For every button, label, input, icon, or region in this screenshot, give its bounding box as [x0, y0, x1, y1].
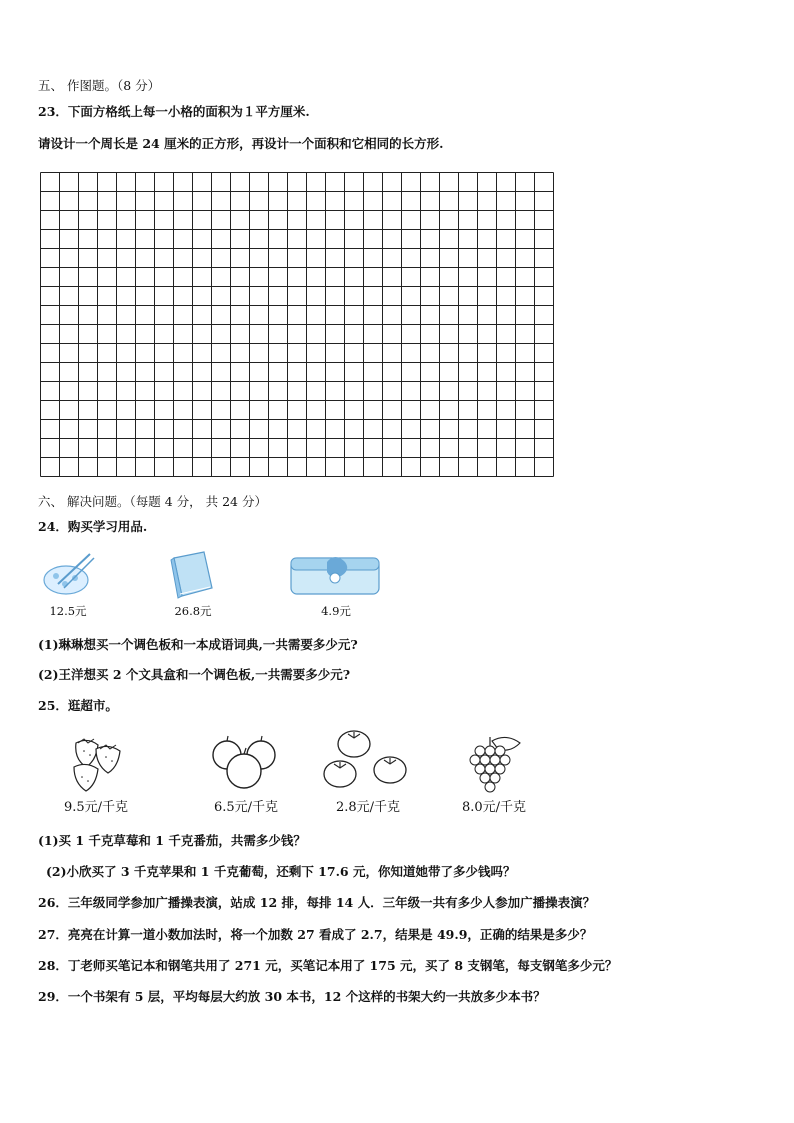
- apple-icon: [207, 733, 285, 793]
- question-25-sub2: (2)小欣买了 3 千克苹果和 1 千克葡萄，还剩下 17.6 元，你知道她带了多少钱吗？: [46, 864, 516, 879]
- palette-icon: [40, 548, 96, 600]
- pencil-case-price: 4.9元: [321, 604, 351, 618]
- palette-item: [38, 548, 98, 619]
- palette-price: 12.5元: [49, 604, 87, 618]
- strawberry-icon: [66, 733, 126, 793]
- book-icon: [168, 548, 218, 600]
- question-29: 29．一个书架有 5 层，平均每层大约放 30 本书，12 个这样的书架大约一共放多少本书？: [38, 989, 546, 1004]
- tomato-price: 2.8元/千克: [335, 800, 401, 815]
- pencil-case-icon: [287, 548, 385, 600]
- question-23-line2: 请设计一个周长是 24 厘米的正方形，再设计一个面积和它相同的长方形.: [38, 136, 444, 151]
- question-24-sub2: (2)王洋想买 2 个文具盒和一个调色板,一共需要多少元?: [38, 667, 351, 682]
- tomato-icon: [320, 726, 416, 793]
- question-24-sub1: (1)琳琳想买一个调色板和一本成语词典,一共需要多少元?: [38, 637, 358, 652]
- apple-item: [200, 733, 292, 815]
- question-24-title: 24．购买学习用品.: [38, 519, 148, 534]
- question-26: 26．三年级同学参加广播操表演，站成 12 排，每排 14 人．三年级一共有多少人参加广播操表演？: [38, 895, 596, 910]
- tomato-item: [318, 726, 418, 815]
- grape-icon: [462, 733, 526, 793]
- square-grid: [40, 172, 556, 479]
- apple-price: 6.5元/千克: [213, 800, 279, 815]
- strawberry-price: 9.5元/千克: [63, 800, 129, 815]
- book-price: 26.8元: [174, 604, 212, 618]
- question-25-sub1: (1)买 1 千克草莓和 1 千克番茄，共需多少钱？: [38, 833, 306, 848]
- question-27: 27．亮亮在计算一道小数加法时，将一个加数 27 看成了 2.7，结果是 49.9，正确的结果是多少？: [38, 927, 593, 942]
- question-25-title: 25．逛超市。: [38, 698, 118, 713]
- question-23-line1: 23．下面方格纸上每一小格的面积为１平方厘米.: [38, 104, 310, 119]
- strawberry-item: [50, 733, 142, 815]
- question-28: 28．丁老师买笔记本和钢笔共用了 271 元，买笔记本用了 175 元，买了 8 支钢笔，每支钢笔多少元？: [38, 958, 618, 973]
- book-item: [160, 548, 226, 619]
- section5-heading: 五、 作图题。（8 分）: [38, 78, 161, 93]
- grape-item: [446, 733, 542, 815]
- grape-price: 8.0元/千克: [461, 800, 527, 815]
- section6-heading: 六、 解决问题。（每题 4 分， 共 24 分）: [38, 494, 267, 509]
- pencil-case-item: [286, 548, 386, 619]
